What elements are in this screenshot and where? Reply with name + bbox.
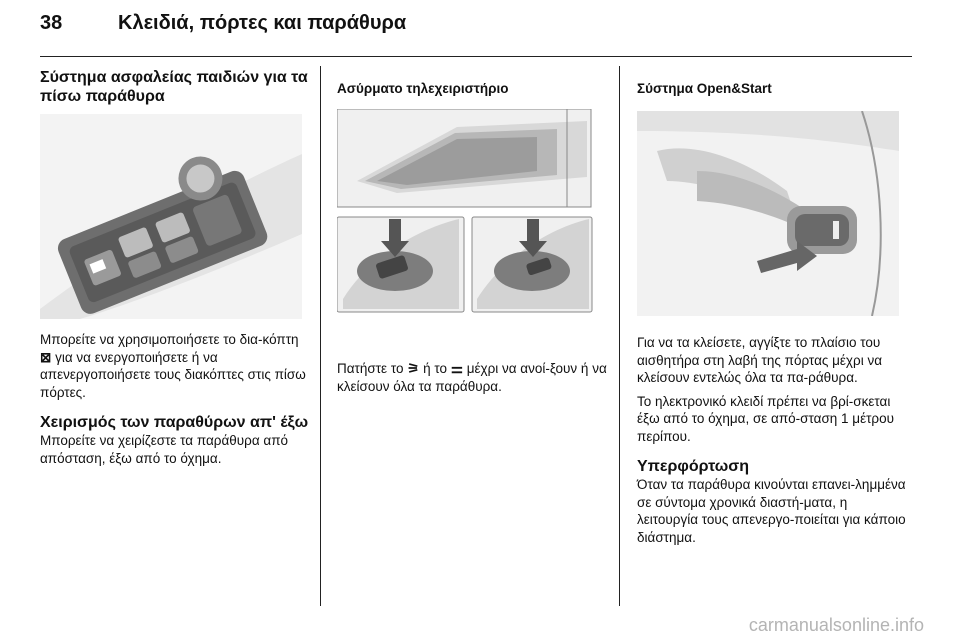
paragraph-open-start-2: Το ηλεκτρονικό κλειδί πρέπει να βρί-σκεται έξω από το όχημα, σε από-σταση 1 μέτρου περίπου. <box>637 393 895 444</box>
column-divider-2 <box>619 66 620 606</box>
figure-door-handle <box>637 111 899 316</box>
column-child-lock <box>40 68 310 467</box>
section-heading-overload: Υπερφόρτωση <box>637 458 750 475</box>
paragraph-remote-windows: Μπορείτε να χειρίζεστε τα παράθυρα από απόσταση, έξω από το όχημα. <box>40 433 289 466</box>
paragraph-open-start-1: Για να τα κλείσετε, αγγίξτε το πλαίσιο του αισθητήρα στη λαβή της πόρτας μέχρι να κλείσουν εντελώς όλα τα πα-ράθυρα. <box>637 335 883 385</box>
column-remote-control <box>337 68 607 395</box>
section-heading-child-lock: Σύστημα ασφαλείας παιδιών για τα πίσω παράθυρα <box>40 69 308 105</box>
watermark: carmanualsonline.info <box>748 615 924 635</box>
paragraph-remote-control: Πατήστε το ⚞ ή το ⚌ μέχρι να ανοί-ξουν ή να κλείσουν όλα τα παράθυρα. <box>337 361 607 394</box>
page-number: 38 <box>40 12 63 34</box>
chapter-title: Κλειδιά, πόρτες και παράθυρα <box>118 12 407 34</box>
window-lock-symbol-icon: ⚌ <box>450 361 463 376</box>
child-window-lock-icon: ⊠ <box>40 349 52 365</box>
page-header <box>40 12 406 35</box>
paragraph-child-lock: Μπορείτε να χρησιμοποιήσετε το δια-κόπτη ⊠ για να ενεργοποιήσετε ή να απενεργοποιήσετε τους διακόπτες στις πίσω πόρτες. <box>40 332 306 400</box>
figure-door-switch-panel <box>40 114 302 319</box>
section-heading-remote-windows: Χειρισμός των παραθύρων απ' έξω <box>40 414 309 431</box>
section-heading-open-start: Σύστημα Open&Start <box>637 81 772 96</box>
figure-remote-key <box>337 109 597 314</box>
column-divider-1 <box>320 66 321 606</box>
paragraph-overload: Όταν τα παράθυρα κινούνται επανει-λημμένα σε σύντομα χρονικά διαστή-ματα, η λειτουργία τους απενεργο-ποιείται για κάποιο διάστημα. <box>637 477 906 545</box>
header-rule <box>40 56 912 57</box>
window-unlock-symbol-icon: ⚞ <box>407 361 420 376</box>
section-heading-remote-control: Ασύρματο τηλεχειριστήριο <box>337 81 509 96</box>
column-open-start <box>637 68 907 546</box>
